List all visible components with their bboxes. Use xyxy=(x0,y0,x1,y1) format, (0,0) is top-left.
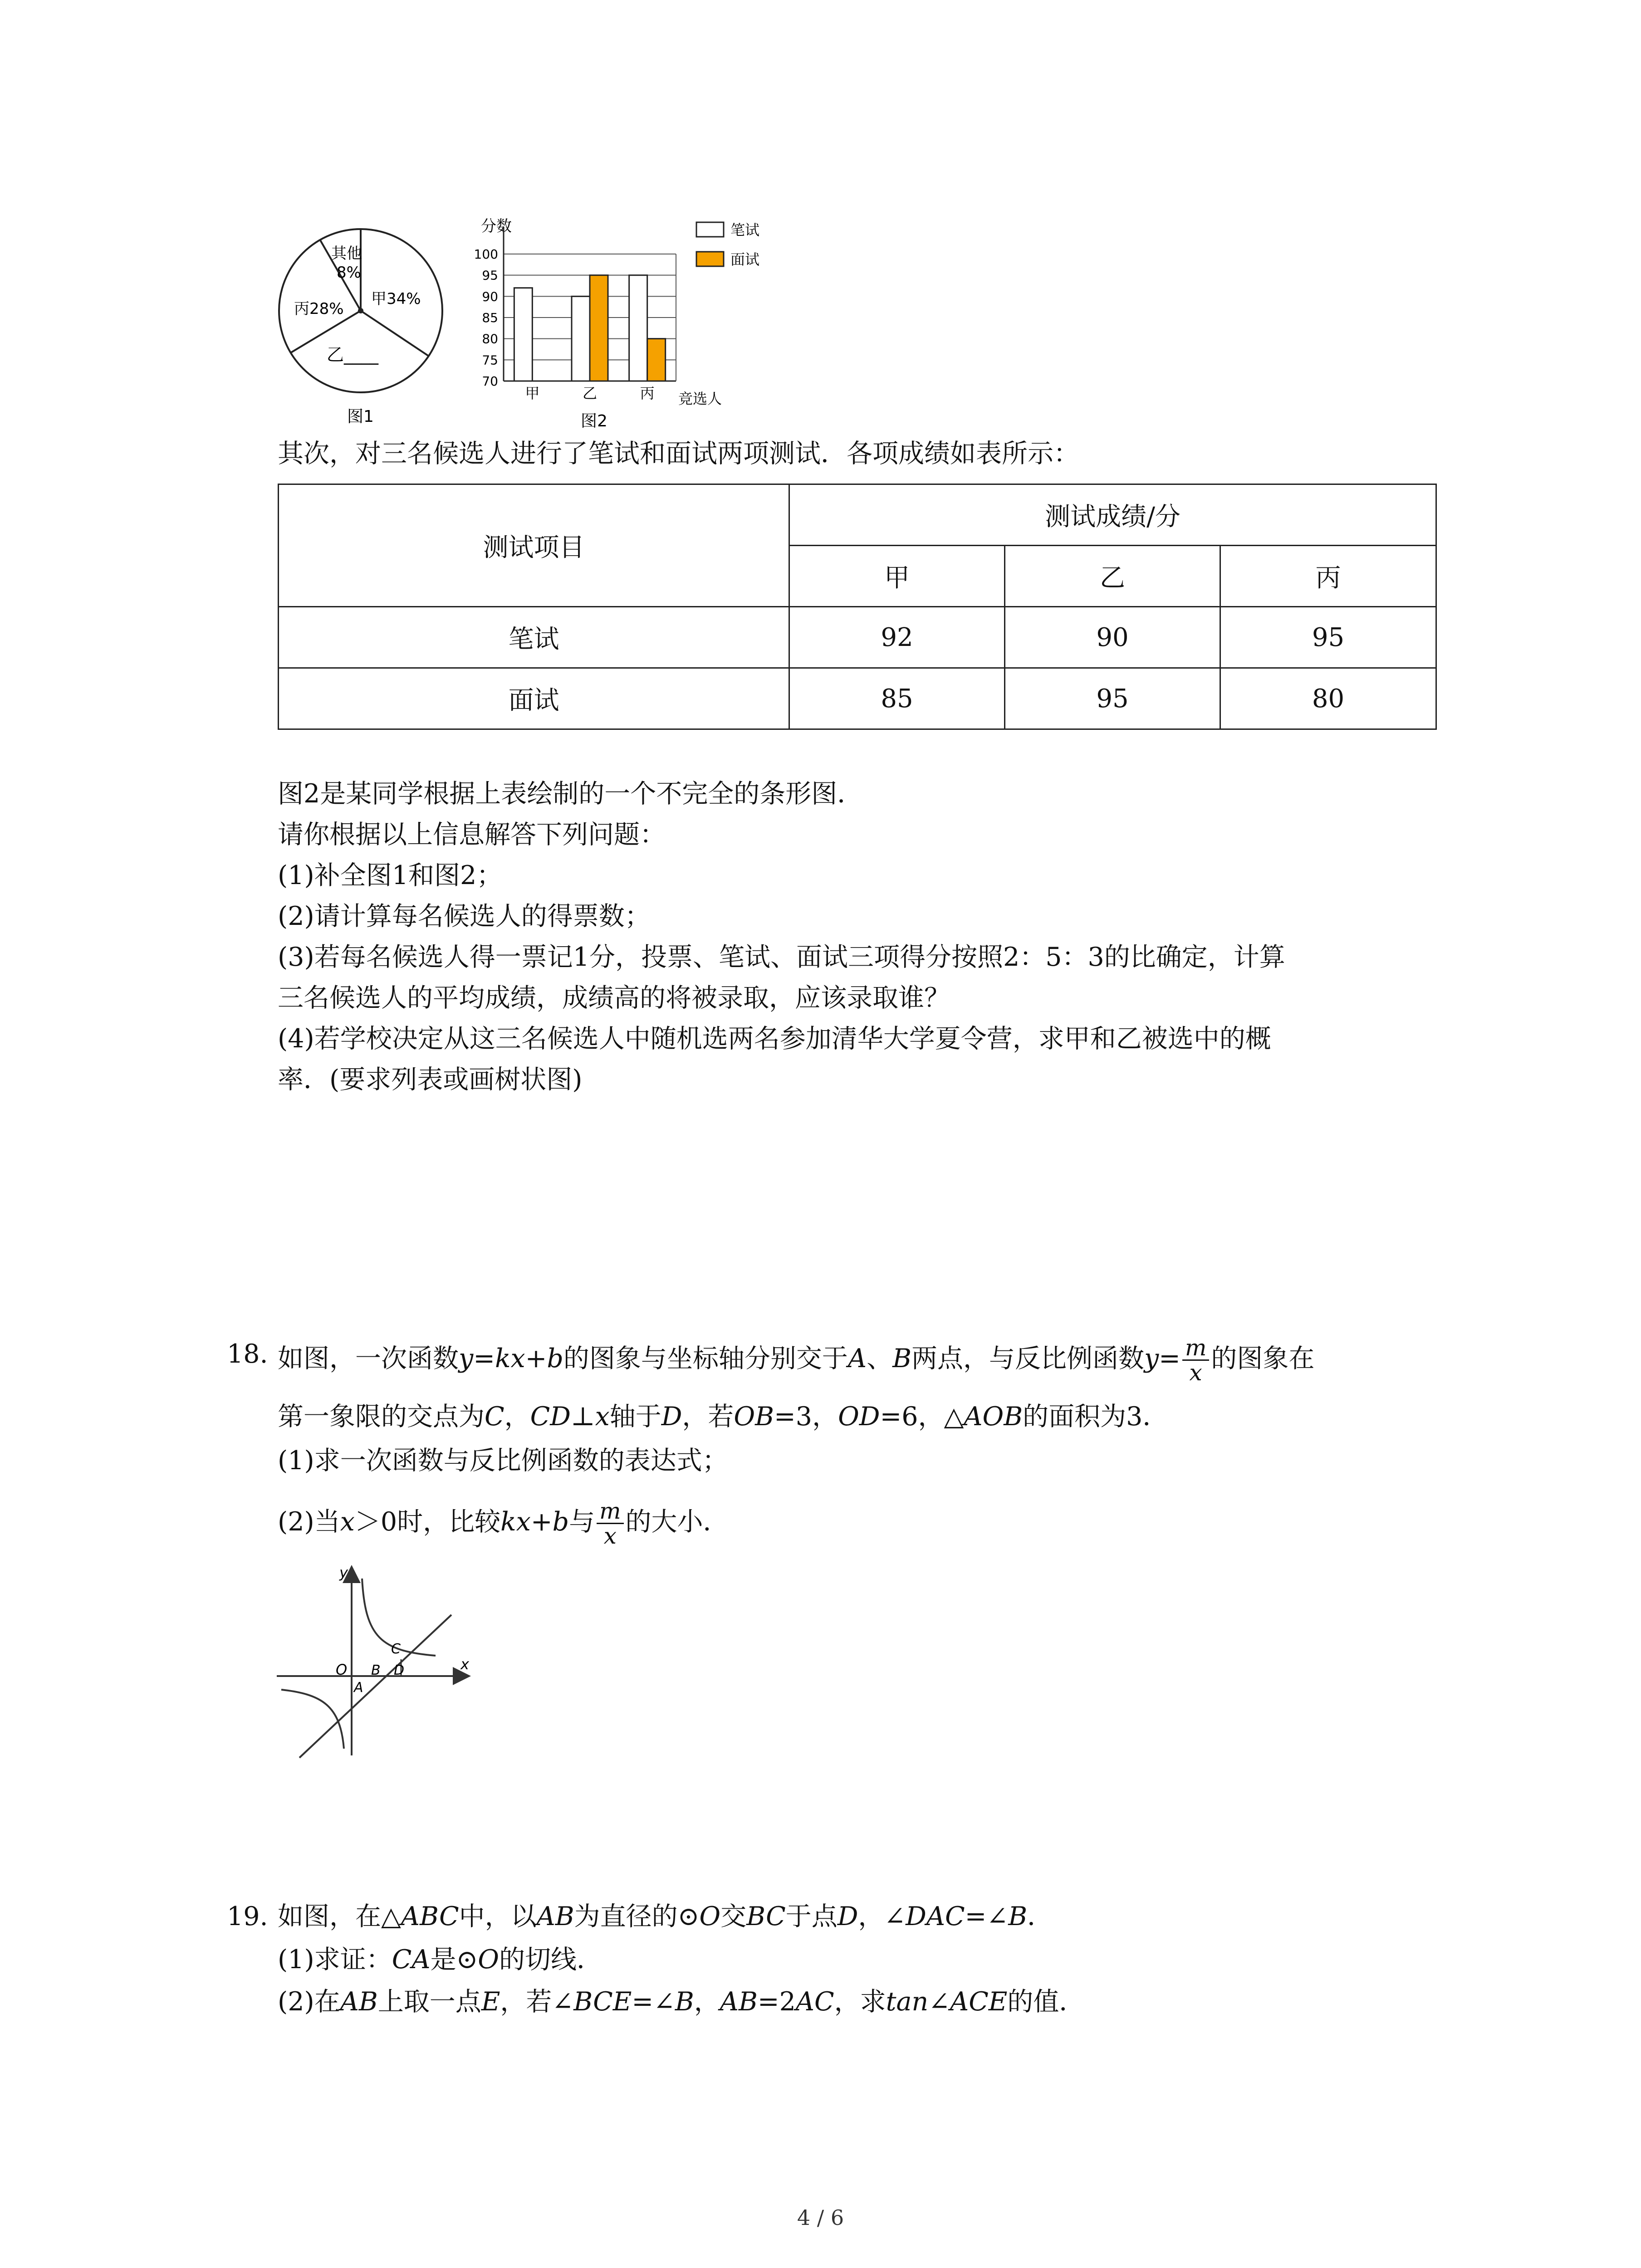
bar-written xyxy=(629,275,647,381)
table-cell: 85 xyxy=(789,668,1005,729)
table-row-label: 面试 xyxy=(279,668,789,729)
q18-math: x xyxy=(340,1507,355,1537)
bar-written xyxy=(514,288,532,381)
x-tick-label: 丙 xyxy=(640,385,655,402)
q19-math: CA xyxy=(392,1945,431,1975)
q19-text: ， xyxy=(694,1987,720,2017)
legend-label-interview: 面试 xyxy=(730,251,760,268)
q17-part3b: 三名候选人的平均成绩，成绩高的将被录取，应该录取谁？ xyxy=(278,983,950,1013)
q18-text: 轴于 xyxy=(609,1402,661,1432)
q18-text: 的图象与坐标轴分别交于 xyxy=(563,1344,848,1374)
q18-part1: (1)求一次函数与反比例函数的表达式； xyxy=(278,1446,728,1476)
q19-text: =2 xyxy=(757,1987,796,2017)
fraction-numerator: m xyxy=(1182,1336,1209,1361)
table-candidate: 甲 xyxy=(789,546,1005,607)
table-header-row xyxy=(279,484,1436,546)
table-row-label: 笔试 xyxy=(279,607,789,668)
bar-interview xyxy=(590,275,608,381)
graph-label-x: x xyxy=(460,1656,469,1673)
q17-part1: (1)补全图1和图2； xyxy=(278,860,503,890)
table-row xyxy=(279,607,1436,668)
q19-text: 如图，在△ xyxy=(278,1901,401,1931)
q18-text: =3， xyxy=(774,1402,838,1432)
q19-math: B xyxy=(675,1987,694,2017)
table-cell: 95 xyxy=(1005,668,1220,729)
y-tick-label: 100 xyxy=(474,247,498,262)
q19-text: ． xyxy=(1027,1901,1053,1931)
q18-math: C xyxy=(485,1402,505,1432)
q19-math: tan xyxy=(886,1987,929,2017)
table-row xyxy=(279,668,1436,729)
intro-text: 其次，对三名候选人进行了笔试和面试两项测试．各项成绩如表所示： xyxy=(278,439,1079,469)
q17-part2: (2)请计算每名候选人的得票数； xyxy=(278,901,651,931)
q19-math: E xyxy=(481,1987,500,2017)
q19-text: (1)求证： xyxy=(278,1945,392,1975)
q18-text: 的大小． xyxy=(625,1507,729,1537)
pie-chart-fig1 xyxy=(272,209,463,435)
q18-text: 与 xyxy=(569,1507,595,1537)
pie-label-yi: 乙____ xyxy=(327,345,379,365)
bar-chart-fig2 xyxy=(472,213,817,440)
graph-label-C: C xyxy=(391,1641,401,1657)
fraction-denominator: x xyxy=(603,1523,617,1549)
fraction-denominator: x xyxy=(1189,1359,1202,1386)
q18-math: OD xyxy=(838,1402,880,1432)
q19-text: 的值． xyxy=(1007,1987,1085,2017)
q19-text: 上取一点 xyxy=(377,1987,481,2017)
q19-math: B xyxy=(1008,1901,1028,1931)
pie-center xyxy=(358,308,363,313)
q18-math: CD xyxy=(530,1402,571,1432)
table-candidate: 乙 xyxy=(1005,546,1220,607)
x-tick-label: 乙 xyxy=(582,385,598,402)
bar-interview xyxy=(647,339,666,381)
q18-text: 两点，与反比例函数 xyxy=(911,1344,1144,1374)
q18-math: y=kx+b xyxy=(459,1344,563,1374)
y-tick-label: 80 xyxy=(482,331,498,347)
table-cell: 95 xyxy=(1220,607,1436,668)
pie-caption: 图1 xyxy=(347,407,374,426)
q19-math: AB xyxy=(536,1901,574,1931)
pie-label-other: 其他 xyxy=(331,244,362,263)
pie-label-jia: 甲34% xyxy=(371,290,421,308)
bar-written xyxy=(572,296,590,381)
q17-part4b: 率．(要求列表或画树状图) xyxy=(278,1065,583,1095)
q18-function-graph xyxy=(272,1560,481,1760)
q17-part4a: (4)若学校决定从这三名候选人中随机选两名参加清华大学夏令营，求甲和乙被选中的概 xyxy=(278,1024,1271,1054)
q18-math: x xyxy=(595,1402,610,1432)
hyperbola-branch-third-quadrant xyxy=(281,1690,344,1749)
q19-text: ，若∠ xyxy=(500,1987,574,2017)
q18-text: ⊥ xyxy=(570,1402,595,1432)
pie-label-other-pct: 8% xyxy=(337,264,361,282)
x-tick-label: 甲 xyxy=(525,385,540,402)
q19-math: AC xyxy=(795,1987,834,2017)
q19-math: ABC xyxy=(401,1901,459,1931)
table-cell: 80 xyxy=(1220,668,1436,729)
q18-part2 xyxy=(278,1497,729,1547)
bar-xlabel: 竞选人 xyxy=(678,390,722,407)
q19-math: DAC xyxy=(906,1901,965,1931)
y-tick-label: 85 xyxy=(482,310,498,325)
q18-math: B xyxy=(892,1344,911,1374)
q17-text xyxy=(278,773,1285,1100)
y-tick-label: 75 xyxy=(482,352,498,368)
q19-math: BCE xyxy=(573,1987,632,2017)
fraction-m-over-x xyxy=(1182,1336,1209,1384)
q19-text: 为直径的⊙ xyxy=(574,1901,700,1931)
q19-math: AB xyxy=(340,1987,378,2017)
q18-text: 的面积为3． xyxy=(1023,1402,1169,1432)
q19-text: ，求 xyxy=(834,1987,886,2017)
q18-line2 xyxy=(278,1396,1168,1437)
y-tick-label: 95 xyxy=(482,268,498,283)
q19-text: 交 xyxy=(720,1901,747,1931)
legend-swatch-interview xyxy=(696,252,724,266)
q18-text: ，若 xyxy=(682,1402,734,1432)
bar-ylabel: 分数 xyxy=(481,217,512,235)
q18-math: y= xyxy=(1144,1344,1181,1374)
q18-math: A xyxy=(847,1344,867,1374)
y-tick-label: 90 xyxy=(482,289,498,304)
q19-text: ，∠ xyxy=(858,1901,906,1931)
fraction-numerator: m xyxy=(597,1499,623,1524)
q18-text: (2)当 xyxy=(278,1507,340,1537)
page-number: 4 / 6 xyxy=(797,2205,844,2230)
linear-function-line xyxy=(299,1615,451,1758)
q19-text: 是⊙ xyxy=(430,1945,478,1975)
q19-text: =∠ xyxy=(965,1901,1009,1931)
q18-math: OB xyxy=(734,1402,774,1432)
graph-label-y: y xyxy=(339,1564,348,1581)
q18-text: 如图，一次函数 xyxy=(278,1344,459,1374)
y-tick-label: 70 xyxy=(482,374,498,389)
q19-text: 的切线． xyxy=(499,1945,603,1975)
q18-math: AOB xyxy=(964,1402,1023,1432)
graph-label-A: A xyxy=(354,1680,363,1696)
q19-math: O xyxy=(478,1945,500,1975)
bar-caption: 图2 xyxy=(581,412,607,430)
q19-math: BC xyxy=(746,1901,786,1931)
q19-text: 中，以 xyxy=(459,1901,537,1931)
q19-math: AB xyxy=(720,1987,758,2017)
graph-label-B: B xyxy=(371,1662,381,1678)
q19-math: D xyxy=(837,1901,858,1931)
graph-label-O: O xyxy=(336,1661,348,1678)
pie-label-bing: 丙28% xyxy=(294,300,344,318)
q19-number: 19. xyxy=(227,1901,268,1931)
score-table xyxy=(278,484,1437,730)
q18-text: ＞0时，比较 xyxy=(354,1507,501,1537)
q17-line1: 图2是某同学根据上表绘制的一个不完全的条形图． xyxy=(278,779,863,809)
q18-text: ， xyxy=(504,1402,530,1432)
q19-text: =∠ xyxy=(632,1987,675,2017)
graph-label-D: D xyxy=(394,1662,405,1678)
legend-label-written: 笔试 xyxy=(730,221,760,239)
q19-math: ACE xyxy=(950,1987,1008,2017)
q18-math: D xyxy=(661,1402,682,1432)
q18-number: 18. xyxy=(227,1339,268,1369)
q19-part2 xyxy=(278,1981,1085,2022)
legend-swatch-written xyxy=(696,222,724,237)
q17-line2: 请你根据以上信息解答下列问题： xyxy=(278,820,666,850)
q17-part3a: (3)若每名候选人得一票记1分，投票、笔试、面试三项得分按照2：5：3的比确定，计算 xyxy=(278,942,1285,972)
q19-text: 于点 xyxy=(785,1901,838,1931)
q18-text: 第一象限的交点为 xyxy=(278,1402,485,1432)
fraction-m-over-x xyxy=(597,1499,623,1548)
table-cell: 92 xyxy=(789,607,1005,668)
q18-math: kx+b xyxy=(500,1507,569,1537)
q18-text: =6，△ xyxy=(880,1402,964,1432)
q18-line1 xyxy=(278,1334,1315,1386)
table-header-score: 测试成绩/分 xyxy=(789,484,1436,546)
table-header-item: 测试项目 xyxy=(279,484,789,607)
q19-part1 xyxy=(278,1939,603,1980)
q19-text: ∠ xyxy=(928,1987,950,2017)
q19-line1 xyxy=(278,1896,1053,1937)
bar-plot-area xyxy=(474,227,676,402)
table-cell: 90 xyxy=(1005,607,1220,668)
table-candidate: 丙 xyxy=(1220,546,1436,607)
q19-text: (2)在 xyxy=(278,1987,340,2017)
q19-math: O xyxy=(699,1901,721,1931)
q18-text: 、 xyxy=(867,1344,893,1374)
q18-text: 的图象在 xyxy=(1211,1344,1315,1374)
